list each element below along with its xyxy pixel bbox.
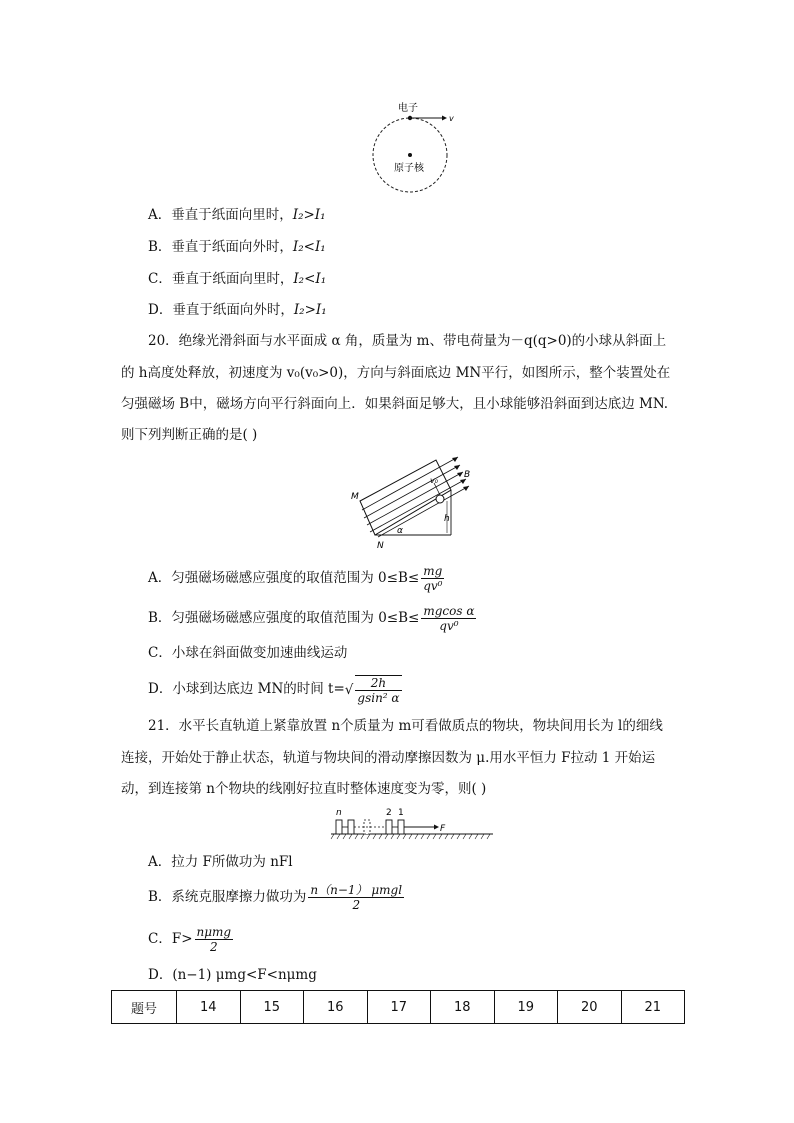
label-alpha: α: [397, 526, 403, 536]
q19-option-b: B．垂直于纸面向外时，I₂<I₁: [148, 239, 326, 255]
velocity-arrowhead: [442, 116, 447, 121]
blocks-figure: [328, 804, 498, 842]
fraction-b: $\frac{\text{mgcos α}}{\text{qv⁰}}$: [423, 604, 475, 633]
ball: [436, 495, 444, 503]
fraction-d: $\frac{2h}{\text{gsin² α}}$: [357, 675, 400, 705]
label-v0: v₀: [430, 476, 438, 485]
velocity-label: v: [449, 114, 454, 123]
label-h: h: [444, 514, 450, 524]
answer-table: [111, 990, 685, 1024]
fraction-21c: $\frac{\text{nμmg}}{2}$: [196, 925, 232, 954]
field-line-1: [362, 457, 458, 510]
label-N: N: [377, 541, 384, 551]
electron-orbit-figure: [360, 98, 460, 198]
sqrt-symbol: √: [344, 681, 354, 698]
answer-cell-19: 19: [494, 991, 558, 1024]
blocks-diagram: [328, 804, 498, 842]
fraction-21b: $\frac{\text{n（n−1） μmgl}}{2}$: [310, 883, 403, 912]
label-1: 1: [398, 808, 404, 818]
q20-option-d: D．小球到达底边 MN的时间 t=√ $\frac{2h}{\text{gsin² α}}$: [148, 670, 402, 709]
answer-cell-18: 18: [431, 991, 495, 1024]
q19-option-d: D．垂直于纸面向外时，I₂>I₁: [148, 302, 327, 318]
electron-label: 电子: [398, 103, 418, 114]
q20-option-a: A．匀强磁场磁感应强度的取值范围为 0≤B≤ $\frac{mg}{\text{qv⁰}}$: [148, 564, 443, 593]
field-line-4: [370, 479, 466, 532]
fraction-a: $\frac{mg}{\text{qv⁰}}$: [423, 564, 443, 593]
force-arrowhead: [434, 825, 439, 830]
answer-cell-15: 15: [240, 991, 304, 1024]
answer-cell-17: 17: [367, 991, 431, 1024]
nucleus-label: 原子核: [394, 163, 424, 174]
answer-cell-16: 16: [304, 991, 368, 1024]
incline-diagram: [348, 455, 478, 555]
q21-option-d: D．(n−1) μmg<F<nμmg: [148, 967, 317, 983]
label-F: F: [440, 824, 446, 834]
block-n: [336, 820, 342, 834]
q20-option-c: C．小球在斜面做变加速曲线运动: [148, 645, 348, 661]
label-M: M: [351, 492, 359, 502]
q19-option-a: A．垂直于纸面向里时，I₂>I₁: [148, 207, 326, 223]
answer-cell-21: 21: [621, 991, 685, 1024]
q19-option-c: C．垂直于纸面向里时，I₂<I₁: [148, 271, 327, 287]
track-hatching: [331, 834, 490, 839]
q20-stem-line-3: 匀强磁场 B中，磁场方向平行斜面向上．如果斜面足够大，且小球能够沿斜面到达底边 MN.: [121, 396, 669, 412]
label-B: B: [464, 470, 471, 480]
q21-stem-line-3: 动，到连接第 n个物块的线刚好拉直时整体速度变为零，则( ): [121, 781, 487, 797]
answer-cell-20: 20: [558, 991, 622, 1024]
q20-stem-line-1: 20．绝缘光滑斜面与水平面成 α 角，质量为 m、带电荷量为－q(q>0)的小球从斜面上: [148, 333, 667, 349]
electron-orbit-diagram: [360, 98, 460, 198]
q21-option-b: B．系统克服摩擦力做功为 $\frac{\text{n（n−1） μmgl}}{2}$: [148, 883, 403, 912]
nucleus-dot: [408, 153, 412, 157]
answer-cell-14: 14: [177, 991, 241, 1024]
label-2: 2: [386, 808, 392, 818]
q20-stem-line-2: 的 h高度处释放，初速度为 v₀(v₀>0)，方向与斜面底边 MN平行，如图所示，整个装置处在: [121, 365, 671, 381]
incline-field-figure: [348, 455, 478, 555]
block-1: [398, 820, 404, 834]
block-n-minus-1: [348, 820, 354, 834]
q20-stem-line-4: 则下列判断正确的是( ): [121, 427, 258, 443]
answer-table-header: 题号: [112, 991, 177, 1024]
q20-option-b: B．匀强磁场磁感应强度的取值范围为 0≤B≤ $\frac{\text{mgcos α}}{\text{qv⁰}}$: [148, 604, 475, 633]
q21-option-c: C．F> $\frac{\text{nμmg}}{2}$: [148, 925, 232, 954]
q21-stem-line-1: 21．水平长直轨道上紧靠放置 n个质量为 m可看做质点的物块，物块间用长为 l的细线: [148, 718, 663, 734]
block-2: [386, 820, 392, 834]
answer-table-row: [112, 991, 685, 1024]
q21-option-a: A．拉力 F所做功为 nFl: [148, 854, 293, 870]
label-n: n: [336, 808, 342, 818]
q21-stem-line-2: 连接，开始处于静止状态，轨道与物块间的滑动摩擦因数为 μ.用水平恒力 F拉动 1 开始运: [121, 750, 656, 766]
